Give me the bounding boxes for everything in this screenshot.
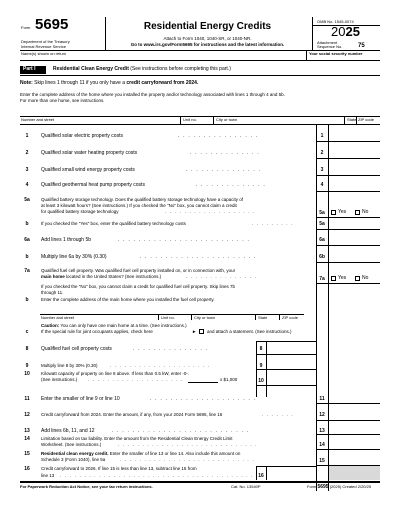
line-6a-amount-input[interactable] <box>329 231 380 243</box>
line-9-number: 9 <box>25 363 29 369</box>
line-7a-text-2: main home located in the United States? (See instructions.) <box>41 274 162 279</box>
line-11-amount-input[interactable] <box>329 390 380 402</box>
line-16-text-1: Credit carryforward to 2026. If line 15 is less than line 13, subtract line 15 from <box>41 466 197 471</box>
names-label: Name(s) shown on return <box>21 51 67 56</box>
line-10-text-2: (See instructions.) <box>41 377 78 382</box>
line-5a-text-3: for qualified battery storage technology <box>41 209 119 214</box>
line-11-box-number: 11 <box>319 396 325 402</box>
line-7b-number: b <box>25 297 29 303</box>
address-zip-label: ZIP code <box>358 117 374 122</box>
line-7b-street-label: Number and street <box>41 315 75 320</box>
line-6b-number: b <box>25 254 29 260</box>
line-9-text: Multiply line 8 by 30% (0.30) <box>41 363 98 368</box>
line-15-text-2: Schedule 3 (Form 1040), line 5a <box>41 457 106 462</box>
line-14-text-2: Worksheet. (See instructions.) <box>41 442 102 447</box>
part1-title-bold: Residential Clean Energy Credit <box>53 66 129 72</box>
line-5a-yes-checkbox[interactable] <box>331 210 336 215</box>
line-2-amount-input[interactable] <box>329 143 380 156</box>
line-7a-no-checkbox[interactable] <box>355 276 360 281</box>
address-state-label: State <box>347 117 357 122</box>
tax-year-prefix: 20 <box>331 24 346 39</box>
line-7a-yes-label: Yes <box>338 275 347 281</box>
line-1-box-number: 1 <box>320 133 324 139</box>
line-9-amount-input[interactable] <box>267 356 316 368</box>
line-16-number: 16 <box>24 466 30 472</box>
line-14-amount-input[interactable] <box>329 436 380 448</box>
irs-label: Internal Revenue Service <box>21 44 66 49</box>
line-5a-number: 5a <box>24 197 30 203</box>
line-5a-yes-label: Yes <box>338 209 347 215</box>
line-10-kilowatt-input[interactable] <box>188 382 218 383</box>
line-5b-number: b <box>25 221 29 227</box>
line-2-box-number: 2 <box>320 150 324 156</box>
line-4-amount-input[interactable] <box>329 177 380 189</box>
goto-instruction: Go to www.irs.gov/Form5695 for instructions and the latest information. <box>130 42 285 47</box>
line-15-amount-input[interactable] <box>329 451 380 464</box>
line-12-text: Credit carryforward from 2024. Enter the amount, if any, from your 2024 Form 5695, line 16 <box>41 412 223 417</box>
line-13-amount-input[interactable] <box>329 422 380 433</box>
line-1-amount-input[interactable] <box>329 127 380 140</box>
line-6b-amount-input[interactable] <box>329 248 380 260</box>
line-3-box-number: 3 <box>320 167 324 173</box>
line-14-text-1: Limitation based on tax liability. Enter the amount from the Residential Clean Energy Credit Limit <box>41 436 233 441</box>
part1-note: Note: Skip lines 1 through 11 if you only have a credit carryforward from 2024. <box>20 80 199 86</box>
line-16-text-2: line 13 <box>41 473 55 478</box>
line-7b-text: Enter the complete address of the main home where you installed the fuel cell property. <box>41 297 215 302</box>
line-5a-no-label: No <box>362 209 369 215</box>
line-8-text: Qualified fuel cell property costs <box>41 346 112 352</box>
part1-title-note: (See instructions before completing this part.) <box>130 66 231 72</box>
line-7c-joint-occupant-checkbox[interactable] <box>199 329 204 334</box>
tax-year <box>331 25 360 39</box>
line-16-box-number: 16 <box>258 473 264 479</box>
form-title: Residential Energy Credits <box>143 21 272 32</box>
footer-cat-number: Cat. No. 13540P <box>231 484 261 489</box>
department-label: Department of the Treasury <box>21 39 70 44</box>
form-number: 5695 <box>35 16 69 33</box>
attachment-label: Attachment <box>317 40 338 45</box>
line-10-amount-input[interactable] <box>267 370 316 384</box>
line-7b-caution: Caution: You can only have one main home at a time. (See instructions.) <box>41 323 187 328</box>
line-13-text: Add lines 6b, 11, and 12 <box>41 428 95 434</box>
line-8-amount-input[interactable] <box>267 341 316 353</box>
line-13-number: 13 <box>24 428 30 434</box>
line-11-text: Enter the smaller of line 9 or line 10 <box>41 396 120 402</box>
line-7a-box-number: 7a <box>319 276 325 282</box>
address-street-label: Number and street <box>21 117 55 122</box>
line-14-number: 14 <box>24 436 30 442</box>
address-unit-label: Unit no. <box>183 117 197 122</box>
line-7a-yes-checkbox[interactable] <box>331 276 336 281</box>
footer-pra-notice: For Paperwork Reduction Act Notice, see your tax return instructions. <box>20 484 153 489</box>
line-4-text: Qualified geothermal heat pump property costs <box>41 182 145 188</box>
part1-title <box>53 66 231 72</box>
line-3-amount-input[interactable] <box>329 160 380 173</box>
address-city-label: City or town <box>216 117 238 122</box>
line-7c-text: If the special rule for joint occupants applies, check here <box>41 329 153 334</box>
line-6b-box-number: 6b <box>319 254 325 260</box>
amount-column-left <box>316 124 317 491</box>
line-1-text: Qualified solar electric property costs <box>41 133 123 139</box>
line-10-number: 10 <box>24 371 30 377</box>
line-5b-amount-input[interactable] <box>329 218 380 228</box>
line-8-box-number: 8 <box>259 346 263 352</box>
omb-number: OMB No. 1545-0074 <box>317 19 354 24</box>
line-15-text-1: Residential clean energy credit. Enter the smaller of line 13 or line 14. Also include this amount on <box>41 451 241 456</box>
line-2-number: 2 <box>25 150 29 156</box>
line-7a-text-4: through 11. <box>41 290 64 295</box>
line-7a-text-1: Qualified fuel cell property. Was qualified fuel cell property installed on, or in connection with, your <box>41 268 236 273</box>
line-8-number: 8 <box>25 346 29 352</box>
line-2-text: Qualified solar water heating property costs <box>41 150 138 156</box>
line-16-amount-input[interactable] <box>267 466 316 480</box>
part1-intro-1: Enter the complete address of the home where you installed the property and/or technology associated with lines 1 through 4 and 5b. <box>20 92 285 97</box>
line-5a-box-number: 5a <box>319 210 325 216</box>
part1-tag: Part I <box>20 66 46 74</box>
line-10-text-1: Kilowatt capacity of property on line 8 above. If less than 0.5 kW, enter -0-. <box>41 371 190 376</box>
line-7b-state-label: State <box>258 315 268 320</box>
sequence-number: 75 <box>358 43 365 49</box>
footer-form-reference: Form 5695 (2025) Created 2/20/25 <box>307 484 372 490</box>
form-label: Form <box>21 25 31 30</box>
line-13-box-number: 13 <box>319 428 325 434</box>
line-5b-text: If you checked the "Yes" box, enter the qualified battery technology costs <box>41 221 186 226</box>
line-15-number: 15 <box>24 451 30 457</box>
line-12-box-number: 12 <box>319 412 325 418</box>
line-3-number: 3 <box>25 167 29 173</box>
line-10-multiplier: x $1,000 <box>220 377 238 382</box>
line-1-number: 1 <box>25 133 29 139</box>
line-6b-text: Multiply line 6a by 30% (0.30) <box>41 254 107 260</box>
line-5b-box-number: 5a <box>319 221 325 227</box>
header-divider-right <box>312 17 313 50</box>
line-7b-zip-label: ZIP code <box>282 315 298 320</box>
line-5a-no-checkbox[interactable] <box>355 210 360 215</box>
line-10-box-number: 10 <box>258 378 264 384</box>
right-arrow-icon: ► <box>192 329 197 334</box>
line-12-number: 12 <box>24 412 30 418</box>
line-9-box-number: 9 <box>259 363 263 369</box>
line-16-shaded-area <box>329 466 380 480</box>
tax-year-suffix: 25 <box>345 24 360 39</box>
part1-intro-2: For more than one home, see instructions. <box>20 98 105 103</box>
line-14-box-number: 14 <box>319 442 325 448</box>
line-5a-text-2: at least 3 kilowatt hours? (See instructions.) If you checked the "No" box, you cannot claim a credit <box>41 203 237 208</box>
line-4-number: 4 <box>25 182 29 188</box>
sequence-label: Sequence No. <box>317 44 343 49</box>
line-12-amount-input[interactable] <box>329 405 380 417</box>
line-6a-text: Add lines 1 through 5b <box>41 237 92 243</box>
line-11-number: 11 <box>24 396 30 402</box>
line-7b-city-label: City or town <box>194 315 216 320</box>
line-7c-number: c <box>25 329 29 335</box>
line-4-box-number: 4 <box>320 182 324 188</box>
line-7c-text-2: and attach a statement. (See instructions.) <box>207 329 292 334</box>
line-15-box-number: 15 <box>319 458 325 464</box>
line-5a-text-1: Qualified battery storage technology. Does the qualified battery storage technology have a capacity of <box>41 197 244 202</box>
attach-instruction: Attach to Form 1040, 1040-SR, or 1040-NR. <box>163 36 252 41</box>
line-7b-unit-label: Unit no. <box>161 315 175 320</box>
ssn-label: Your social security number <box>309 51 363 56</box>
line-7a-no-label: No <box>362 275 369 281</box>
line-6a-number: 6a <box>24 237 30 243</box>
line-7a-number: 7a <box>24 268 30 274</box>
form-page: Form 5695 Department of the Treasury Internal Revenue Service Residential Energy Credits Attach to Form 1040, 1040-SR, or 1040-NR. Go to www.irs.gov/Form5695 for instructions and the latest information. OMB No. 1545-0074 2025 Attachment Sequence No. 75 Name(s) shown on return Your social security number Part I Residential Clean Energy Credit (See instructions before completing this part.) Note: Skip lines 1 through 11 if you only have a credit carryforward from 2024. Enter the complete address of the home where you installed the property and/or technology associated with lines 1 through 4 and 5b. For more than one home, see instructions. Number and street Unit no. City or town State ZIP code 1 Qualified solar electric property costs . . . . . . . . . . . . . . . . 1 2 Qualified solar water heating property costs . . . . . . . . . . . . . . 2 3 Qualified small wind energy property costs . . . . . . . . . . . . . . . 3 4 Qualified geothermal heat pump property costs . . . . . . . . . . . . . . 4 5a Qualified battery storage technology. Does the qualified battery storage technology have a capacity of at least 3 kilowatt hours? (See instructions.) If you checked the "No" box, you cannot claim a credit for qualified battery storage technology . . . . . . . . . . . . . . . . . . . 5a Yes No b If you checked the "Yes" box, enter the qualified battery technology costs . . . . . . . . . 5a 6a Add lines 1 through 5b . . . . . . . . . . . . . . . . . . . . . . . . . . 6a b Multiply line 6a by 30% (0.30) . . . . . . . . . . . . . . . . . . . . . . . 6b 7a Qualified fuel cell property. Was qualified fuel cell property installed on, or in connection with, your main home located in the United States? (See instructions.) . . . . . . . . . . . . . . . 7a Yes No If you checked the "No" box, you cannot claim a credit for qualified fuel cell property. Skip lines 7b through 11. b Enter the complete address of the main home where you installed the fuel cell property. Number and street Unit no. City or town State ZIP code Caution: You can only have one main home at a time. (See instructions.) c If the special rule for joint occupants applies, check here ► and attach a statement. (See instructions.) 8 Qualified fuel cell property costs . . . . . . . . . . . . . . . 8 9 Multiply line 8 by 30% (0.30) . . . . . . . . . . . . . . . . . . . . . 9 10 Kilowatt capacity of property on line 8 above. If less than 0.5 kW, enter -0-. (See instructions.) . . . . . . . . . . . . . . . . . . . . x $1,000 10 11 Enter the smaller of line 9 or line 10 . . . . . . . . . . . . . . . . . . . . . 11 12 Credit carryforward from 2024. Enter the amount, if any, from your 2024 Form 5695, line 16 . . . . . . . 12 13 Add lines 6b, 11, and 12 . . . . . . . . . . . . . . . . . . . . . . . . . . . 13 14 Limitation based on tax liability. Enter the amount from the Residential Clean Energy Credit Limit Worksheet. (See instructions.) . . . . . . . . . . . . . . . . . . . . . . . . . . . . . 14 15 Residential clean energy credit. Enter the smaller of line 13 or line 14. Also include this amount on Schedule 3 (Form 1040), line 5a . . . . . . . . . . . . . . . . . . . . . . . . . . . . 15 16 Credit carryforward to 2026. If line 15 is less than line 13, subtract line 15 from line 13 . . . . . . . . . . . . . . . . . . . . . . . . . . . . . . . . . . . . . . . . 16 For Paperwork Reduction Act Notice, see your tax return instructions. Cat. No. 13540P Form 5695 (2025) Created 2/20/25 <box>0 0 400 515</box>
line-6a-box-number: 6a <box>319 237 325 243</box>
line-3-text: Qualified small wind energy property costs <box>41 167 135 173</box>
line-7a-text-3: If you checked the "No" box, you cannot claim a credit for qualified fuel cell property. Skip lines 7b <box>41 284 235 289</box>
